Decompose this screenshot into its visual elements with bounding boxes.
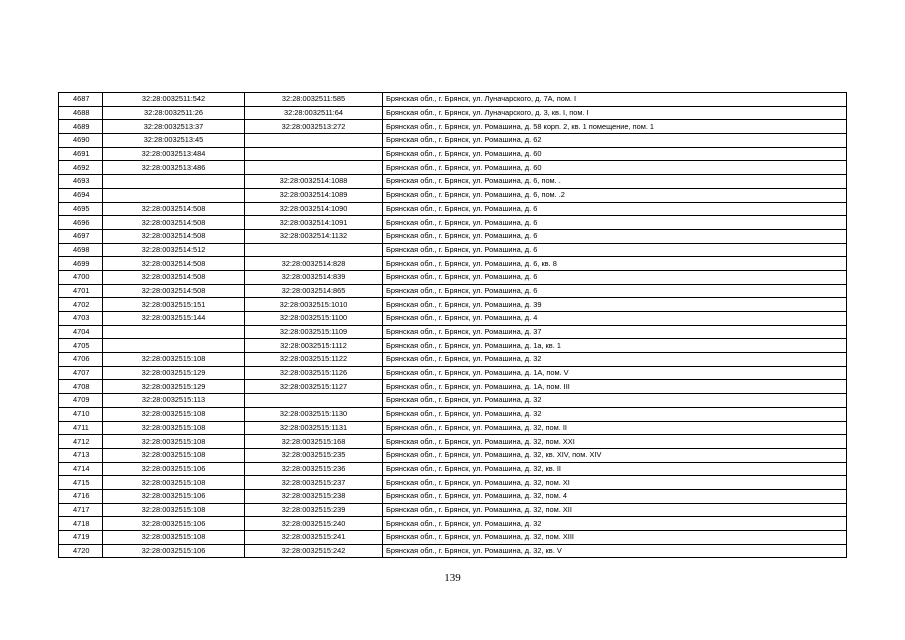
land-cadastral-number-cell: 32:28:0032515:129 xyxy=(103,380,245,394)
building-cadastral-number-cell: 32:28:0032511:585 xyxy=(245,93,383,107)
land-cadastral-number-cell: 32:28:0032515:108 xyxy=(103,531,245,545)
building-cadastral-number-cell: 32:28:0032514:828 xyxy=(245,257,383,271)
row-number-cell: 4696 xyxy=(59,216,103,230)
address-cell: Брянская обл., г. Брянск, ул. Ромашина, д. 32 xyxy=(383,407,847,421)
address-cell: Брянская обл., г. Брянск, ул. Ромашина, д. 6 xyxy=(383,216,847,230)
row-number-cell: 4712 xyxy=(59,435,103,449)
table-row xyxy=(59,503,847,517)
land-cadastral-number-cell: 32:28:0032511:26 xyxy=(103,106,245,120)
address-cell: Брянская обл., г. Брянск, ул. Ромашина, д. 1А, пом. III xyxy=(383,380,847,394)
address-cell: Брянская обл., г. Брянск, ул. Ромашина, д. 37 xyxy=(383,325,847,339)
land-cadastral-number-cell: 32:28:0032515:113 xyxy=(103,394,245,408)
row-number-cell: 4704 xyxy=(59,325,103,339)
table-row xyxy=(59,476,847,490)
address-cell: Брянская обл., г. Брянск, ул. Ромашина, д. 1А, пом. V xyxy=(383,366,847,380)
table-row xyxy=(59,93,847,107)
table-row xyxy=(59,120,847,134)
table-row xyxy=(59,353,847,367)
table-row xyxy=(59,489,847,503)
row-number-cell: 4692 xyxy=(59,161,103,175)
address-cell: Брянская обл., г. Брянск, ул. Луначарского, д. 3, кв. I, пом. I xyxy=(383,106,847,120)
row-number-cell: 4718 xyxy=(59,517,103,531)
row-number-cell: 4688 xyxy=(59,106,103,120)
table-row xyxy=(59,462,847,476)
row-number-cell: 4707 xyxy=(59,366,103,380)
address-cell: Брянская обл., г. Брянск, ул. Ромашина, д. 32 xyxy=(383,394,847,408)
address-cell: Брянская обл., г. Брянск, ул. Ромашина, д. 1а, кв. 1 xyxy=(383,339,847,353)
row-number-cell: 4699 xyxy=(59,257,103,271)
row-number-cell: 4701 xyxy=(59,284,103,298)
row-number-cell: 4694 xyxy=(59,188,103,202)
building-cadastral-number-cell: 32:28:0032515:1112 xyxy=(245,339,383,353)
address-cell: Брянская обл., г. Брянск, ул. Ромашина, д. 32 xyxy=(383,353,847,367)
building-cadastral-number-cell: 32:28:0032515:168 xyxy=(245,435,383,449)
row-number-cell: 4709 xyxy=(59,394,103,408)
building-cadastral-number-cell: 32:28:0032513:272 xyxy=(245,120,383,134)
table-row xyxy=(59,380,847,394)
row-number-cell: 4702 xyxy=(59,298,103,312)
land-cadastral-number-cell: 32:28:0032511:542 xyxy=(103,93,245,107)
table-row xyxy=(59,270,847,284)
land-cadastral-number-cell xyxy=(103,325,245,339)
land-cadastral-number-cell: 32:28:0032515:106 xyxy=(103,517,245,531)
address-cell: Брянская обл., г. Брянск, ул. Ромашина, д. 6 xyxy=(383,284,847,298)
address-cell: Брянская обл., г. Брянск, ул. Ромашина, д. 6 xyxy=(383,270,847,284)
table-row xyxy=(59,517,847,531)
address-cell: Брянская обл., г. Брянск, ул. Ромашина, д. 6, кв. 8 xyxy=(383,257,847,271)
table-row xyxy=(59,544,847,558)
land-cadastral-number-cell: 32:28:0032514:512 xyxy=(103,243,245,257)
land-cadastral-number-cell: 32:28:0032515:106 xyxy=(103,544,245,558)
building-cadastral-number-cell: 32:28:0032515:240 xyxy=(245,517,383,531)
row-number-cell: 4720 xyxy=(59,544,103,558)
building-cadastral-number-cell: 32:28:0032515:1131 xyxy=(245,421,383,435)
row-number-cell: 4713 xyxy=(59,448,103,462)
building-cadastral-number-cell: 32:28:0032514:1090 xyxy=(245,202,383,216)
land-cadastral-number-cell: 32:28:0032513:45 xyxy=(103,134,245,148)
building-cadastral-number-cell: 32:28:0032511:64 xyxy=(245,106,383,120)
table-row xyxy=(59,106,847,120)
row-number-cell: 4715 xyxy=(59,476,103,490)
building-cadastral-number-cell: 32:28:0032514:865 xyxy=(245,284,383,298)
row-number-cell: 4695 xyxy=(59,202,103,216)
table-body xyxy=(59,93,847,558)
table-row xyxy=(59,339,847,353)
table-row xyxy=(59,147,847,161)
land-cadastral-number-cell: 32:28:0032515:106 xyxy=(103,489,245,503)
table-row xyxy=(59,216,847,230)
row-number-cell: 4711 xyxy=(59,421,103,435)
address-cell: Брянская обл., г. Брянск, ул. Ромашина, д. 62 xyxy=(383,134,847,148)
address-cell: Брянская обл., г. Брянск, ул. Ромашина, д. 60 xyxy=(383,147,847,161)
building-cadastral-number-cell: 32:28:0032515:241 xyxy=(245,531,383,545)
table-row xyxy=(59,325,847,339)
address-cell: Брянская обл., г. Брянск, ул. Ромашина, д. 4 xyxy=(383,312,847,326)
table-row xyxy=(59,243,847,257)
row-number-cell: 4689 xyxy=(59,120,103,134)
building-cadastral-number-cell xyxy=(245,243,383,257)
land-cadastral-number-cell: 32:28:0032515:108 xyxy=(103,448,245,462)
table-row xyxy=(59,284,847,298)
building-cadastral-number-cell: 32:28:0032515:1130 xyxy=(245,407,383,421)
table-row xyxy=(59,394,847,408)
address-cell: Брянская обл., г. Брянск, ул. Ромашина, д. 32, пом. XXI xyxy=(383,435,847,449)
land-cadastral-number-cell: 32:28:0032515:108 xyxy=(103,407,245,421)
row-number-cell: 4691 xyxy=(59,147,103,161)
building-cadastral-number-cell: 32:28:0032515:1126 xyxy=(245,366,383,380)
table-row xyxy=(59,175,847,189)
table-row xyxy=(59,298,847,312)
land-cadastral-number-cell: 32:28:0032515:108 xyxy=(103,476,245,490)
table-row xyxy=(59,134,847,148)
row-number-cell: 4719 xyxy=(59,531,103,545)
building-cadastral-number-cell xyxy=(245,394,383,408)
row-number-cell: 4708 xyxy=(59,380,103,394)
table-row xyxy=(59,202,847,216)
land-cadastral-number-cell: 32:28:0032515:144 xyxy=(103,312,245,326)
address-cell: Брянская обл., г. Брянск, ул. Ромашина, д. 6 xyxy=(383,243,847,257)
land-cadastral-number-cell: 32:28:0032515:106 xyxy=(103,462,245,476)
building-cadastral-number-cell: 32:28:0032515:1100 xyxy=(245,312,383,326)
address-cell: Брянская обл., г. Брянск, ул. Ромашина, д. 32, кв. XIV, пом. XIV xyxy=(383,448,847,462)
building-cadastral-number-cell: 32:28:0032515:235 xyxy=(245,448,383,462)
building-cadastral-number-cell: 32:28:0032515:239 xyxy=(245,503,383,517)
table-row xyxy=(59,312,847,326)
row-number-cell: 4714 xyxy=(59,462,103,476)
land-cadastral-number-cell: 32:28:0032514:508 xyxy=(103,216,245,230)
table-row xyxy=(59,257,847,271)
building-cadastral-number-cell: 32:28:0032514:1088 xyxy=(245,175,383,189)
address-cell: Брянская обл., г. Брянск, ул. Ромашина, д. 32, кв. II xyxy=(383,462,847,476)
row-number-cell: 4690 xyxy=(59,134,103,148)
table-row xyxy=(59,407,847,421)
building-cadastral-number-cell: 32:28:0032515:238 xyxy=(245,489,383,503)
table-row xyxy=(59,161,847,175)
land-cadastral-number-cell: 32:28:0032515:108 xyxy=(103,435,245,449)
address-cell: Брянская обл., г. Брянск, ул. Ромашина, д. 39 xyxy=(383,298,847,312)
building-cadastral-number-cell: 32:28:0032514:1132 xyxy=(245,229,383,243)
building-cadastral-number-cell: 32:28:0032515:237 xyxy=(245,476,383,490)
land-cadastral-number-cell: 32:28:0032515:129 xyxy=(103,366,245,380)
document-table xyxy=(58,92,847,558)
land-cadastral-number-cell: 32:28:0032515:108 xyxy=(103,421,245,435)
address-cell: Брянская обл., г. Брянск, ул. Ромашина, д. 32, кв. V xyxy=(383,544,847,558)
address-cell: Брянская обл., г. Брянск, ул. Ромашина, д. 6 xyxy=(383,229,847,243)
land-cadastral-number-cell: 32:28:0032514:508 xyxy=(103,284,245,298)
address-cell: Брянская обл., г. Брянск, ул. Ромашина, д. 32 xyxy=(383,517,847,531)
land-cadastral-number-cell: 32:28:0032514:508 xyxy=(103,257,245,271)
table-row xyxy=(59,435,847,449)
land-cadastral-number-cell xyxy=(103,188,245,202)
row-number-cell: 4705 xyxy=(59,339,103,353)
table-row xyxy=(59,366,847,380)
address-cell: Брянская обл., г. Брянск, ул. Ромашина, д. 32, пом. XI xyxy=(383,476,847,490)
page-number: 139 xyxy=(444,572,461,584)
building-cadastral-number-cell: 32:28:0032515:236 xyxy=(245,462,383,476)
building-cadastral-number-cell: 32:28:0032515:1010 xyxy=(245,298,383,312)
address-cell: Брянская обл., г. Брянск, ул. Ромашина, д. 6 xyxy=(383,202,847,216)
building-cadastral-number-cell: 32:28:0032515:242 xyxy=(245,544,383,558)
row-number-cell: 4698 xyxy=(59,243,103,257)
land-cadastral-number-cell: 32:28:0032514:508 xyxy=(103,202,245,216)
address-cell: Брянская обл., г. Брянск, ул. Ромашина, д. 32, пом. II xyxy=(383,421,847,435)
table-row xyxy=(59,188,847,202)
table-row xyxy=(59,421,847,435)
row-number-cell: 4710 xyxy=(59,407,103,421)
address-cell: Брянская обл., г. Брянск, ул. Ромашина, д. 32, пом. XIII xyxy=(383,531,847,545)
building-cadastral-number-cell: 32:28:0032514:1089 xyxy=(245,188,383,202)
building-cadastral-number-cell: 32:28:0032515:1127 xyxy=(245,380,383,394)
row-number-cell: 4700 xyxy=(59,270,103,284)
table-row xyxy=(59,229,847,243)
row-number-cell: 4717 xyxy=(59,503,103,517)
land-cadastral-number-cell: 32:28:0032515:108 xyxy=(103,353,245,367)
land-cadastral-number-cell: 32:28:0032515:151 xyxy=(103,298,245,312)
table-row xyxy=(59,531,847,545)
building-cadastral-number-cell: 32:28:0032515:1109 xyxy=(245,325,383,339)
address-cell: Брянская обл., г. Брянск, ул. Ромашина, д. 6, пом. .2 xyxy=(383,188,847,202)
address-cell: Брянская обл., г. Брянск, ул. Ромашина, д. 32, пом. 4 xyxy=(383,489,847,503)
land-cadastral-number-cell: 32:28:0032513:486 xyxy=(103,161,245,175)
land-cadastral-number-cell: 32:28:0032514:508 xyxy=(103,229,245,243)
row-number-cell: 4697 xyxy=(59,229,103,243)
building-cadastral-number-cell xyxy=(245,147,383,161)
row-number-cell: 4693 xyxy=(59,175,103,189)
land-cadastral-number-cell: 32:28:0032513:484 xyxy=(103,147,245,161)
row-number-cell: 4706 xyxy=(59,353,103,367)
table-row xyxy=(59,448,847,462)
building-cadastral-number-cell: 32:28:0032514:839 xyxy=(245,270,383,284)
address-cell: Брянская обл., г. Брянск, ул. Ромашина, д. 58 корп. 2, кв. 1 помещение, пом. 1 xyxy=(383,120,847,134)
row-number-cell: 4687 xyxy=(59,93,103,107)
land-cadastral-number-cell: 32:28:0032515:108 xyxy=(103,503,245,517)
building-cadastral-number-cell: 32:28:0032514:1091 xyxy=(245,216,383,230)
land-cadastral-number-cell: 32:28:0032513:37 xyxy=(103,120,245,134)
address-cell: Брянская обл., г. Брянск, ул. Ромашина, д. 32, пом. XII xyxy=(383,503,847,517)
row-number-cell: 4703 xyxy=(59,312,103,326)
building-cadastral-number-cell xyxy=(245,134,383,148)
land-cadastral-number-cell xyxy=(103,339,245,353)
address-cell: Брянская обл., г. Брянск, ул. Луначарского, д. 7А, пом. I xyxy=(383,93,847,107)
land-cadastral-number-cell xyxy=(103,175,245,189)
land-cadastral-number-cell: 32:28:0032514:508 xyxy=(103,270,245,284)
row-number-cell: 4716 xyxy=(59,489,103,503)
address-cell: Брянская обл., г. Брянск, ул. Ромашина, д. 6, пом. . xyxy=(383,175,847,189)
building-cadastral-number-cell: 32:28:0032515:1122 xyxy=(245,353,383,367)
address-cell: Брянская обл., г. Брянск, ул. Ромашина, д. 60 xyxy=(383,161,847,175)
building-cadastral-number-cell xyxy=(245,161,383,175)
